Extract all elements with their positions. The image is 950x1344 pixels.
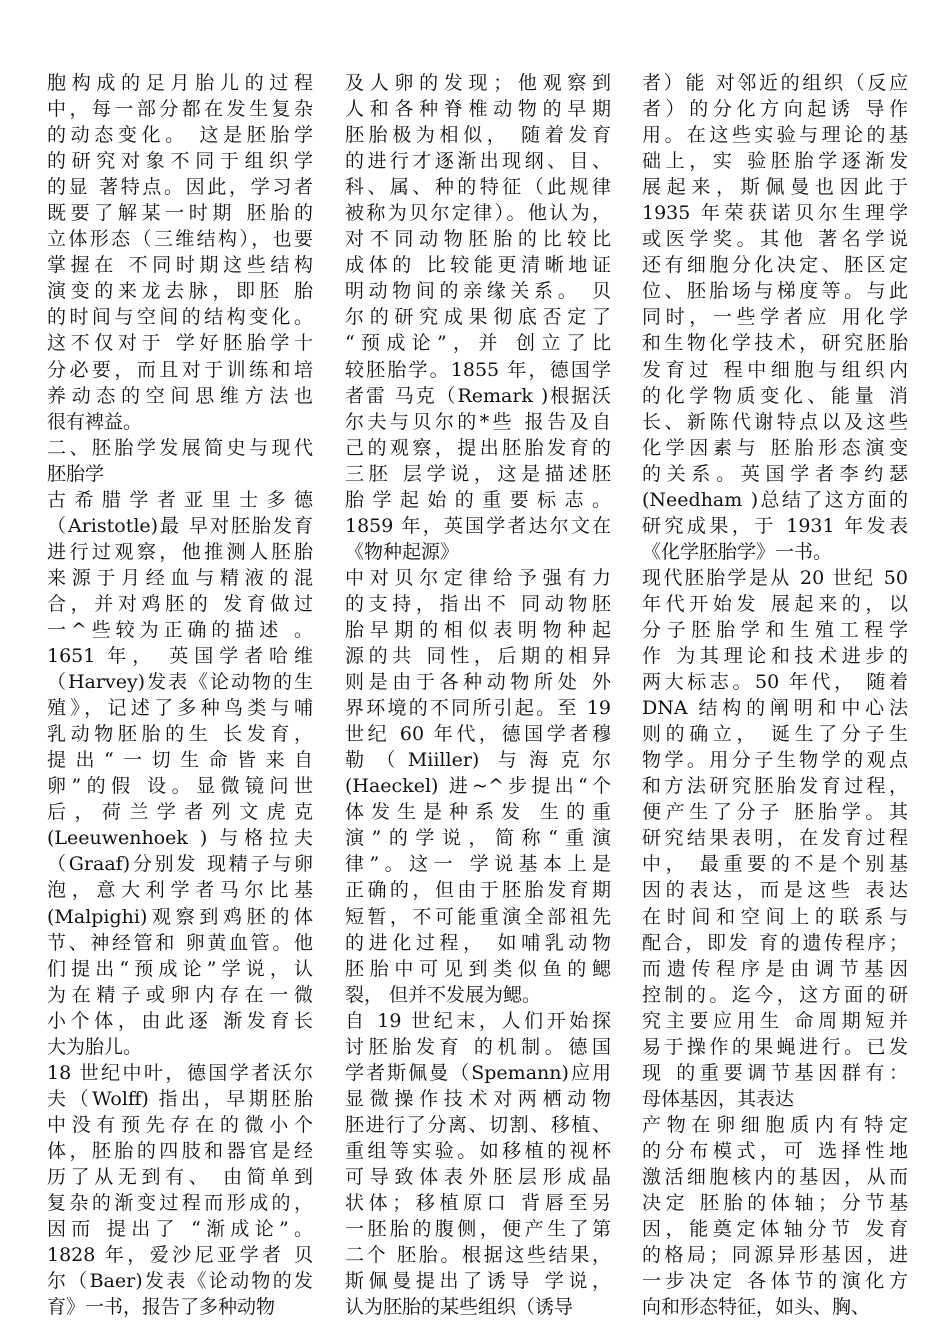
- text-line: 古希腊学者亚里士多德: [47, 488, 313, 511]
- text-line: 《化学胚胎学》一书。: [642, 540, 833, 563]
- text-line: 一步决定 各体节的演化方: [642, 1270, 908, 1293]
- text-line: 泡，意大利学者马尔比基: [47, 879, 313, 902]
- text-line: 位、胚胎场与梯度等。与此: [642, 280, 908, 303]
- text-line: 演”的学说，简称“重演: [345, 827, 611, 850]
- text-line: 源的共 同性，后期的相异: [345, 645, 611, 668]
- text-line: 的时间与空间的结构变化。: [47, 306, 313, 329]
- text-line: 二、胚胎学发展简史与现代: [47, 436, 313, 459]
- text-line: （Graaf)分别发 现精子与卵: [47, 853, 313, 876]
- text-line: 后，荷兰学者列文虎克: [47, 801, 313, 824]
- text-line: 一^些较为正确的描述 。: [47, 618, 313, 641]
- text-line: 的动态变化。 这是胚胎学: [47, 124, 313, 147]
- text-column-right: [642, 70, 908, 1320]
- text-line: 被称为贝尔定律）。他认为，: [345, 202, 611, 225]
- text-line: 世纪 60 年代，德国学者穆: [345, 723, 611, 746]
- text-line: 认为胚胎的某些组织（诱导: [345, 1296, 574, 1319]
- text-line: 18 世纪中叶，德国学者沃尔: [47, 1061, 313, 1084]
- text-line: 乳动物胚胎的生 长发育，: [47, 723, 313, 746]
- text-line: 复杂的渐变过程而形成的，: [47, 1192, 313, 1215]
- text-line: 掌握在 不同时期这些结构: [47, 254, 313, 277]
- text-line: 控制的。迄今，这方面的研: [642, 983, 908, 1006]
- text-line: 短暂，不可能重演全部祖先: [345, 905, 611, 928]
- text-line: （Harvey)发表《论动物的生: [47, 671, 313, 694]
- text-line: 的支持，指出不 同动物胚: [345, 592, 611, 615]
- text-line: 显微操作技术对两栖动物: [345, 1087, 611, 1110]
- text-line: 而遗传程序是由调节基因: [642, 957, 908, 980]
- text-line: 们提出“预成论”学说，认: [47, 957, 313, 980]
- text-line: (Leeuwenhoek ) 与格拉夫: [47, 827, 313, 850]
- text-line: 激活细胞核内的基因，从而: [642, 1165, 908, 1188]
- text-line: 合，并对鸡胚的 发育做过: [47, 592, 313, 615]
- text-line: 律”。这一 学说基本上是: [345, 853, 611, 876]
- text-line: 现 的重要调节基因群有：: [642, 1061, 908, 1084]
- text-line: 1859 年，英国学者达尔文在: [345, 514, 611, 537]
- text-line: 者）的分化方向起诱 导作: [642, 98, 908, 121]
- text-line: 自 19 世纪末，人们开始探: [345, 1009, 611, 1032]
- text-line: 研究成果，于 1931 年发表: [642, 514, 908, 537]
- text-line: 胚胎中可见到类似鱼的鳃: [345, 957, 611, 980]
- text-line: 和方法研究胚胎发育过程，: [642, 775, 908, 798]
- text-column-left: [47, 70, 313, 1320]
- text-line: 勒（Miiller) 与海克尔: [345, 749, 611, 772]
- text-line: 《物种起源》: [345, 540, 460, 563]
- text-line: 节、神经管和 卵黄血管。他: [47, 931, 313, 954]
- text-line: 便产生了分子 胚胎学。其: [642, 801, 908, 824]
- text-line: 卵”的假 设。显微镜问世: [47, 775, 313, 798]
- text-line: 1828 年，爱沙尼亚学者 贝: [47, 1244, 313, 1267]
- text-line: 提出“一切生命皆来自: [47, 749, 313, 772]
- text-line: 则的确立， 诞生了分子生: [642, 723, 908, 746]
- text-line: 养动态的空间思维方法也: [47, 384, 313, 407]
- text-line: 二个 胚胎。根据这些结果，: [345, 1244, 611, 1267]
- text-line: 同时，一些学者应 用化学: [642, 306, 908, 329]
- text-line: 重组等实验。如移植的视杯: [345, 1139, 611, 1162]
- text-line: 展起来，斯佩曼也因此于: [642, 176, 908, 199]
- text-line: (Haeckel) 进~^步提出“个: [345, 775, 611, 798]
- text-line: 分子胚胎学和生殖工程学: [642, 618, 908, 641]
- text-line: 这不仅对于 学好胚胎学十: [47, 332, 313, 355]
- text-line: 殖》，记述了多种鸟类与哺: [47, 697, 313, 720]
- text-line: 成体的 比较能更清晰地证: [345, 254, 611, 277]
- text-line: 中对贝尔定律给予强有力: [345, 566, 611, 589]
- text-line: 胚胎学: [47, 462, 105, 485]
- text-line: 可导致体表外胚层形成晶: [345, 1165, 611, 1188]
- text-line: 母体基因，其表达: [642, 1087, 795, 1110]
- text-line: 因而 提出了 “渐成论”。: [47, 1218, 313, 1241]
- text-line: 1651 年， 英国学者哈维: [47, 645, 313, 668]
- text-line: 的显 著特点。因此，学习者: [47, 176, 313, 199]
- text-line: (Malpighi)观察到鸡胚的体: [47, 905, 313, 928]
- text-line: 状体；移植原口 背唇至另: [345, 1192, 611, 1215]
- text-line: 或医学奖。其他 著名学说: [642, 228, 908, 251]
- text-line: 则是由于各种动物所处 外: [345, 671, 611, 694]
- text-line: 斯佩曼提出了诱导 学说，: [345, 1270, 611, 1293]
- text-line: 中没有预先存在的微小个: [47, 1113, 313, 1136]
- text-line: 产物在卵细胞质内有特定: [642, 1113, 908, 1136]
- text-line: 尔夫与贝尔的*些 报告及自: [345, 410, 611, 433]
- text-line: 人和各种脊椎动物的早期: [345, 98, 611, 121]
- text-line: 尔的研究成果彻底否定了: [345, 306, 611, 329]
- text-line: 对不同动物胚胎的比较比: [345, 228, 611, 251]
- text-line: 的化学物质变化、能量 消: [642, 384, 908, 407]
- text-column-middle: [345, 70, 611, 1320]
- text-line: 立体形态（三维结构），也要: [47, 228, 313, 251]
- text-line: 育》一书，报告了多种动物: [47, 1296, 276, 1319]
- text-line: 胞构成的足月胎儿的过程: [47, 72, 313, 94]
- text-line: （Aristotle)最 早对胚胎发育: [47, 514, 313, 537]
- text-line: DNA 结构的阐明和中心法: [642, 697, 908, 720]
- text-line: 为在精子或卵内存在一微: [47, 983, 313, 1006]
- text-line: 一胚胎的腹侧，便产生了第: [345, 1218, 611, 1241]
- text-line: 既要了解某一时期 胚胎的: [47, 202, 313, 225]
- text-line: 分必要，而且对于训练和培: [47, 358, 313, 381]
- text-line: 究主要应用生 命周期短并: [642, 1009, 908, 1032]
- text-line: 进行过观察，他推测人胚胎: [47, 540, 313, 563]
- text-line: 及人卵的发现；他观察到: [345, 72, 611, 94]
- text-line: 的格局；同源异形基因，进: [642, 1244, 908, 1267]
- text-line: 者雷 马克（Remark )根据沃: [345, 384, 611, 407]
- text-line: 长、新陈代谢特点以及这些: [642, 410, 908, 433]
- text-line: 作 为其理论和技术进步的: [642, 645, 908, 668]
- text-line: 三胚 层学说，这是描述胚: [345, 462, 611, 485]
- text-line: 化学因素与 胚胎形态演变: [642, 436, 908, 459]
- text-line: 中，每一部分都在发生复杂: [47, 98, 313, 121]
- text-line: 发育过 程中细胞与组织内: [642, 358, 908, 381]
- text-line: 用。在这些实验与理论的基: [642, 124, 908, 147]
- text-line: 的研究对象不同于组织学: [47, 150, 313, 173]
- text-line: 向和形态特征，如头、胸、: [642, 1296, 871, 1319]
- text-line: 体发生是种系发 生的重: [345, 801, 611, 824]
- text-line: 的关系。英国学者李约瑟: [642, 462, 908, 485]
- text-line: 还有细胞分化决定、胚区定: [642, 254, 908, 277]
- text-line: 在时间和空间上的联系与: [642, 905, 908, 928]
- text-line: 科、属、种的特征（此规律: [345, 176, 611, 199]
- text-line: 讨胚胎发育 的机制。德国: [345, 1035, 611, 1058]
- text-line: 的进化过程， 如哺乳动物: [345, 931, 611, 954]
- text-line: 演变的来龙去脉，即胚 胎: [47, 280, 313, 303]
- text-line: “预成论”，并 创立了比: [345, 332, 611, 355]
- text-line: 胚进行了分离、切割、移植、: [345, 1113, 611, 1136]
- text-line: 中， 最重要的不是个别基: [642, 853, 908, 876]
- text-line: 大为胎儿。: [47, 1035, 143, 1058]
- text-line: 配合，即发 育的遗传程序；: [642, 931, 908, 954]
- text-line: 者）能 对邻近的组织（反应: [642, 72, 908, 94]
- text-line: 体，胚胎的四肢和器官是经: [47, 1139, 313, 1162]
- text-line: 的进行才逐渐出现纲、目、: [345, 150, 611, 173]
- text-line: 胚胎极为相似， 随着发育: [345, 124, 611, 147]
- text-line: 决定 胚胎的体轴；分节基: [642, 1192, 908, 1215]
- text-line: (Needham )总结了这方面的: [642, 488, 908, 511]
- text-line: 学者斯佩曼（Spemann)应用: [345, 1061, 611, 1084]
- text-line: 研究结果表明，在发育过程: [642, 827, 908, 850]
- text-line: 年代开始发 展起来的，以: [642, 592, 908, 615]
- text-line: 胎学起始的重要标志。: [345, 488, 611, 511]
- text-line: 历了从无到有、 由简单到: [47, 1165, 313, 1188]
- text-line: 础上，实 验胚胎学逐渐发: [642, 150, 908, 173]
- text-line: 因的表达，而是这些 表达: [642, 879, 908, 902]
- text-line: 界环境的不同所引起。至 19: [345, 697, 611, 720]
- text-line: 夫（Wolff) 指出，早期胚胎: [47, 1087, 313, 1110]
- text-line: 裂， 但并不发展为鳃。: [345, 983, 542, 1006]
- text-line: 明动物间的亲缘关系。 贝: [345, 280, 611, 303]
- text-line: 很有裨益。: [47, 410, 143, 433]
- text-line: 的分布模式，可 选择性地: [642, 1139, 908, 1162]
- text-line: 小个体，由此逐 渐发育长: [47, 1009, 313, 1032]
- text-line: 己的观察，提出胚胎发育的: [345, 436, 611, 459]
- text-line: 因，能奠定体轴分节 发育: [642, 1218, 908, 1241]
- text-line: 和生物化学技术，研究胚胎: [642, 332, 908, 355]
- text-line: 较胚胎学。1855 年，德国学: [345, 358, 611, 381]
- text-line: 来源于月经血与精液的混: [47, 566, 313, 589]
- text-line: 两大标志。50 年代， 随着: [642, 671, 908, 694]
- text-line: 物学。用分子生物学的观点: [642, 749, 908, 772]
- text-line: 1935 年荣获诺贝尔生理学: [642, 202, 908, 225]
- text-line: 尔（Baer)发表《论动物的发: [47, 1270, 313, 1293]
- text-line: 正确的，但由于胚胎发育期: [345, 879, 611, 902]
- text-line: 胎早期的相似表明物种起: [345, 618, 611, 641]
- text-line: 易于操作的果蝇进行。已发: [642, 1035, 908, 1058]
- text-line: 现代胚胎学是从 20 世纪 50: [642, 566, 908, 589]
